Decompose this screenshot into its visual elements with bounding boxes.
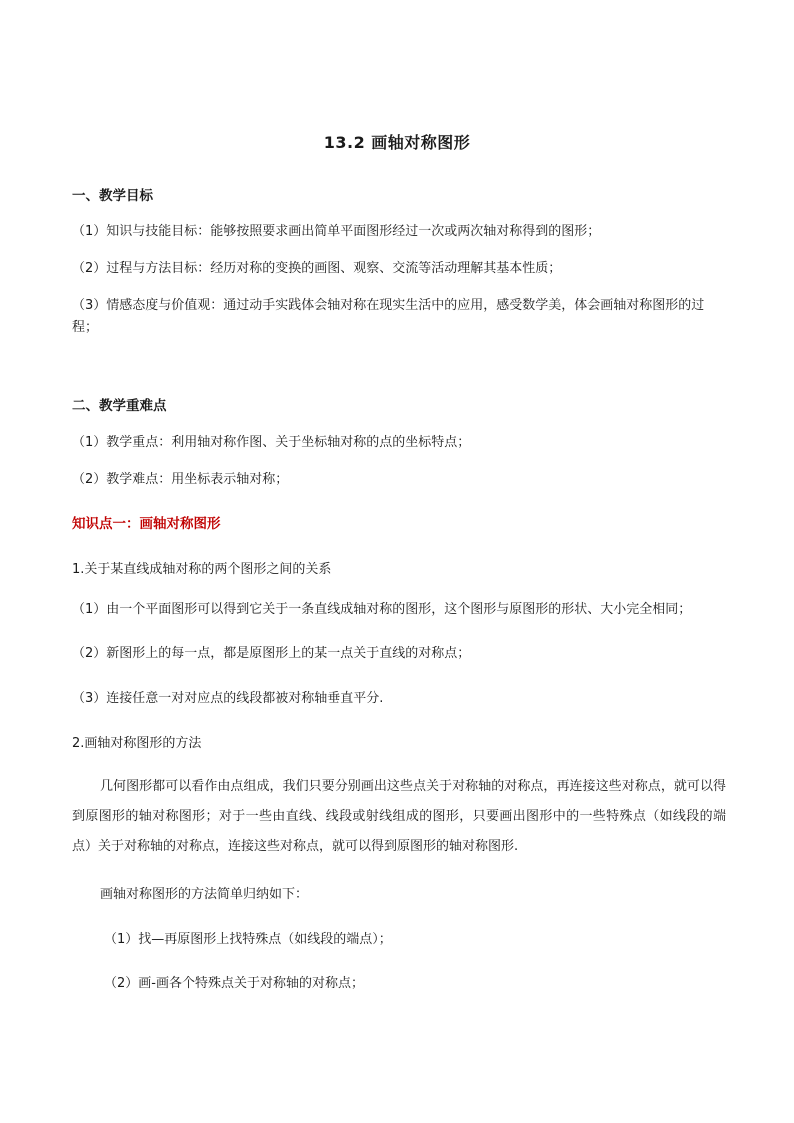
key-point-item-2: （2）教学难点：用坐标表示轴对称； bbox=[72, 472, 289, 487]
method-step-1: （1）找—再原图形上找特殊点（如线段的端点）； bbox=[104, 932, 392, 947]
knowledge-point-heading: 知识点一：画轴对称图形 bbox=[72, 516, 221, 532]
relation-item-1: （1）由一个平面图形可以得到它关于一条直线成轴对称的图形，这个图形与原图形的形状、大小完全相同； bbox=[72, 602, 692, 617]
goal-item-2: （2）过程与方法目标：经历对称的变换的画图、观察、交流等活动理解其基本性质； bbox=[72, 261, 562, 276]
method-summary: 画轴对称图形的方法简单归纳如下： bbox=[100, 887, 309, 902]
subsection-title-relation: 1.关于某直线成轴对称的两个图形之间的关系 bbox=[72, 562, 332, 577]
goal-item-1: （1）知识与技能目标：能够按照要求画出简单平面图形经过一次或两次轴对称得到的图形； bbox=[72, 224, 601, 239]
goal-item-3: （3）情感态度与价值观：通过动手实践体会轴对称在现实生活中的应用，感受数学美，体会画轴对称图形的过程； bbox=[72, 298, 705, 335]
section-heading-key-points: 二、教学重难点 bbox=[72, 398, 167, 414]
page-title: 13.2 画轴对称图形 bbox=[323, 133, 471, 152]
method-step-2: （2）画-画各个特殊点关于对称轴的对称点； bbox=[104, 976, 364, 991]
method-paragraph: 几何图形都可以看作由点组成，我们只要分别画出这些点关于对称轴的对称点，再连接这些对称点，就可以得到原图形的轴对称图形；对于一些由直线、线段或射线组成的图形，只要画出图形中的一些特殊点（如线段的端点）关于对称轴的对称点，连接这些对称点，就可以得到原图形的轴对称图形. bbox=[72, 779, 726, 854]
key-point-item-1: （1）教学重点：利用轴对称作图、关于坐标轴对称的点的坐标特点； bbox=[72, 435, 471, 450]
subsection-title-method: 2.画轴对称图形的方法 bbox=[72, 736, 202, 751]
section-heading-teaching-goals: 一、教学目标 bbox=[72, 188, 153, 204]
relation-item-3: （3）连接任意一对对应点的线段都被对称轴垂直平分. bbox=[72, 691, 384, 706]
relation-item-2: （2）新图形上的每一点，都是原图形上的某一点关于直线的对称点； bbox=[72, 646, 471, 661]
